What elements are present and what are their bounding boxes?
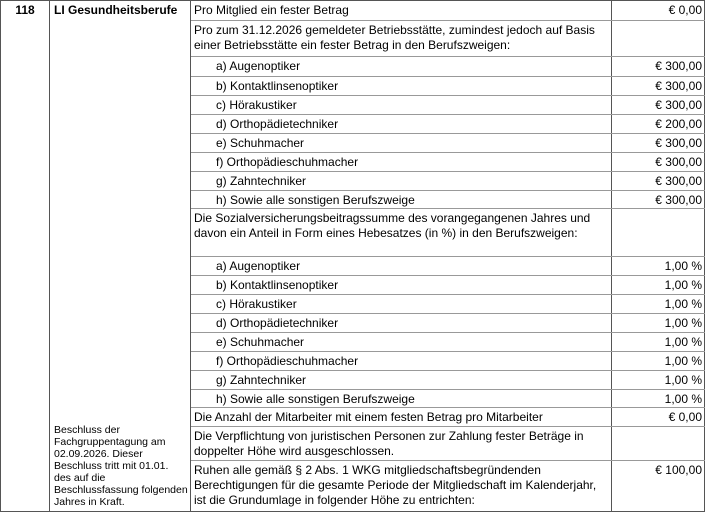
fee-line-amount: € 300,00 <box>655 193 702 207</box>
fee-line-description: b) Kontaktlinsenoptiker <box>216 79 339 93</box>
column-divider <box>49 1 50 511</box>
row-divider <box>191 460 705 461</box>
fee-line-amount: € 300,00 <box>655 98 702 112</box>
row-divider <box>191 313 705 314</box>
fee-line-description: e) Schuhmacher <box>216 335 305 349</box>
fee-line-amount: 1,00 % <box>664 354 702 368</box>
row-divider <box>191 190 705 191</box>
fee-line-amount: € 300,00 <box>655 174 702 188</box>
row-divider <box>191 20 705 21</box>
fee-line-amount: € 200,00 <box>655 117 702 131</box>
fee-line-description: g) Zahntechniker <box>216 174 307 188</box>
row-divider <box>191 171 705 172</box>
fee-line-amount: € 0,00 <box>668 410 702 424</box>
fee-line-amount: 1,00 % <box>664 335 702 349</box>
fee-line-description: h) Sowie alle sonstigen Berufszweige <box>216 193 415 207</box>
fee-line-description: g) Zahntechniker <box>216 373 307 387</box>
row-divider <box>191 389 705 390</box>
row-divider <box>191 407 705 408</box>
fee-line-description: Die Anzahl der Mitarbeiter mit einem festen Betrag pro Mitarbeiter <box>194 410 543 424</box>
fee-line-amount: 1,00 % <box>664 297 702 311</box>
fee-line-description: a) Augenoptiker <box>216 59 301 73</box>
row-divider <box>191 76 705 77</box>
row-divider <box>191 256 705 257</box>
row-divider <box>191 133 705 134</box>
fee-line-description: c) Hörakustiker <box>216 297 297 311</box>
fee-line-amount: 1,00 % <box>664 278 702 292</box>
row-divider <box>191 208 705 209</box>
row-divider <box>191 370 705 371</box>
fee-line-description: Die Sozialversicherungsbeitragssumme des vorangegangenen Jahres und davon ein Anteil in Form eines Hebesatzes (in %) in den Berufszweigen: <box>194 211 591 240</box>
row-divider <box>191 114 705 115</box>
fee-line-description: c) Hörakustiker <box>216 98 297 112</box>
fee-line-description: f) Orthopädieschuhmacher <box>216 354 359 368</box>
row-divider <box>191 351 705 352</box>
row-divider <box>191 95 705 96</box>
row-divider <box>191 152 705 153</box>
row-divider <box>191 294 705 295</box>
fee-line-description: d) Orthopädietechniker <box>216 316 339 330</box>
fee-line-description: Pro Mitglied ein fester Betrag <box>194 3 349 17</box>
fee-line-amount: 1,00 % <box>664 392 702 406</box>
fee-line-description: d) Orthopädietechniker <box>216 117 339 131</box>
row-number: 118 <box>15 3 35 17</box>
fee-line-description: e) Schuhmacher <box>216 136 305 150</box>
fee-line-amount: € 100,00 <box>655 463 702 477</box>
fee-line-description: f) Orthopädieschuhmacher <box>216 155 359 169</box>
fee-line-description: Die Verpflichtung von juristischen Personen zur Zahlung fester Beträge in doppelter Höhe wird ausgeschlossen. <box>194 429 584 458</box>
row-divider <box>191 332 705 333</box>
fee-line-amount: € 300,00 <box>655 136 702 150</box>
fee-line-amount: 1,00 % <box>664 259 702 273</box>
fee-line-amount: € 300,00 <box>655 79 702 93</box>
fee-line-amount: € 300,00 <box>655 155 702 169</box>
fee-line-amount: € 0,00 <box>668 3 702 17</box>
fee-line-amount: 1,00 % <box>664 373 702 387</box>
fee-line-description: b) Kontaktlinsenoptiker <box>216 278 339 292</box>
group-title: LI Gesundheitsberufe <box>54 3 178 17</box>
fee-line-amount: 1,00 % <box>664 316 702 330</box>
fee-line-description: Pro zum 31.12.2026 gemeldeter Betriebsstätte, zumindest jedoch auf Basis einer Betriebsstätte ein fester Betrag in den Berufszweigen: <box>194 23 595 52</box>
fee-line-amount: € 300,00 <box>655 59 702 73</box>
fee-line-description: Ruhen alle gemäß § 2 Abs. 1 WKG mitgliedschaftsbegründenden Berechtigungen für die gesamte Periode der Mitgliedschaft im Kalenderjahr, ist die Grundumlage in folgender Höhe zu entrichten: <box>194 463 597 507</box>
row-divider <box>191 426 705 427</box>
row-divider <box>191 275 705 276</box>
row-divider <box>191 56 705 57</box>
fee-line-description: a) Augenoptiker <box>216 259 301 273</box>
resolution-note: Beschluss der Fachgruppentagung am 02.09.2026. Dieser Beschluss tritt mit 01.01. des auf die Beschlussfassung folgenden Jahres in Kraft. <box>54 424 188 508</box>
fee-line-description: h) Sowie alle sonstigen Berufszweige <box>216 392 415 406</box>
